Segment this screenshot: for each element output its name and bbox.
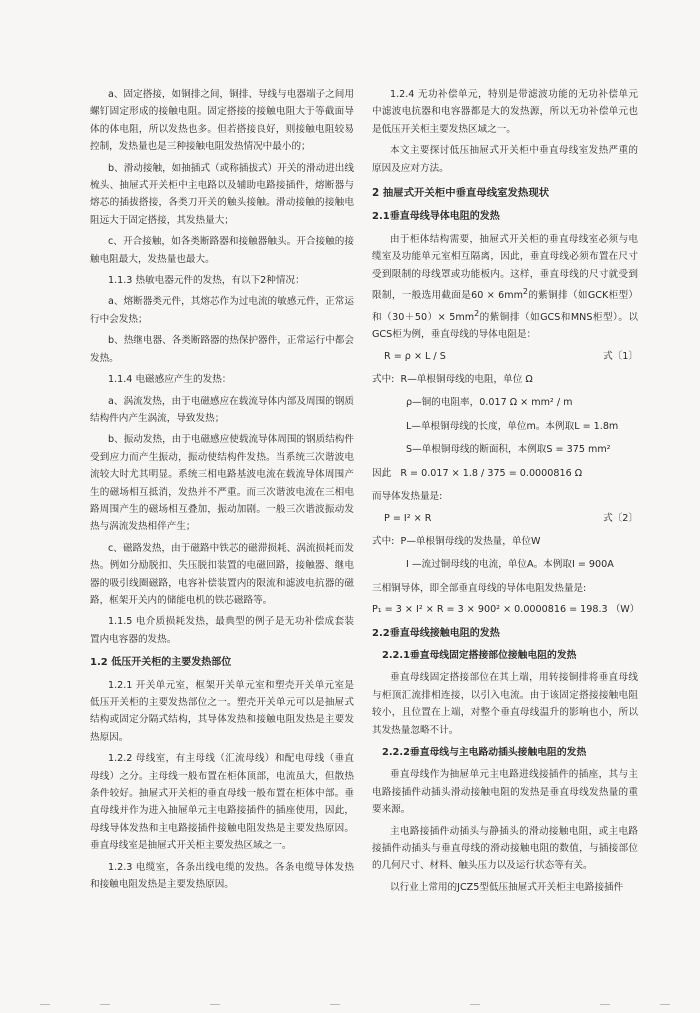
section-heading-1-2: 1.2 低压开关柜的主要发热部位 bbox=[90, 657, 232, 669]
crop-mark bbox=[660, 1004, 670, 1009]
section-heading-2-1: 2.1垂直母线导体电阻的发热 bbox=[372, 211, 500, 223]
crop-mark bbox=[100, 1004, 110, 1009]
paragraph: 垂直母线固定搭接部位在其上端，用转接铜排将垂直母线与柜顶汇流排相连接，以引入电流。由于该固定搭接接触电阻较小，且位置在上端，对整个垂直母线温升的影响也小，所以其发热量忽略不计。 bbox=[372, 672, 638, 736]
paragraph: 1.2.1 开关单元室，框架开关单元室和塑壳开关单元室是低压开关柜的主要发热部位之一。塑壳开关单元可以是抽屉式结构或固定分隔式结构，其导体发热和接触电阻发热是主要发热原因。 bbox=[90, 679, 354, 743]
paragraph: 而导体发热量是: bbox=[372, 491, 443, 503]
paragraph: a、涡流发热，由于电磁感应在载流导体内部及周围的钢质结构件内产生涡流，导致发热； bbox=[90, 395, 354, 424]
equation-3: P₁ = 3 × I² × R = 3 × 900² × 0.0000816 = 198.3 （W） bbox=[372, 604, 640, 616]
paragraph: 三相铜导体，即全部垂直母线的导体电阻发热量是: bbox=[372, 582, 587, 594]
paragraph: c、磁路发热，由于磁路中铁芯的磁滞损耗、涡流损耗而发热。例如分励脱扣、失压脱扣装置的电磁回路，接触器、继电器的吸引线圈磁路，电容补偿装置内的限流和滤波电抗器的磁路，框架开关内的储能电机的铁芯磁路等。 bbox=[90, 542, 354, 606]
paragraph: 本文主要探讨低压抽屉式开关柜中垂直母线室发热严重的原因及应对方法。 bbox=[372, 145, 638, 174]
paragraph: a、固定搭接，如铜排之间，铜排、导线与电器端子之间用螺钉固定形成的接触电阻。固定搭接的接触电阻大于等截面导体的体电阻，所以发热也多。但若搭接良好，则接触电阻较易控制，发热量也是三种接触电阻发热情况中最小的； bbox=[90, 89, 354, 153]
paragraph: 1.2.3 电缆室，各条出线电缆的发热。各条电缆导体发热和接触电阻发热是主要发热原因。 bbox=[90, 861, 354, 891]
section-heading-2-2: 2.2垂直母线接触电阻的发热 bbox=[372, 627, 500, 639]
right-column bbox=[372, 86, 638, 900]
page-bottom-marks bbox=[0, 999, 700, 1009]
where-clause: ρ—铜的电阻率，0.017 Ω × mm² / m bbox=[406, 397, 573, 409]
where-clause: I —流过铜母线的电流，单位A。本例取I = 900A bbox=[406, 559, 614, 571]
where-clause: S—单根铜母线的断面积，本例取S = 375 mm² bbox=[406, 444, 611, 456]
subsection-1-1-4: 1.1.4 电磁感应产生的发热： bbox=[108, 374, 232, 386]
paragraph: 垂直母线作为抽屉单元主电路进线接插件的插座，其与主电路接插件动插头滑动接触电阻的发热是垂直母线发热量的重要来源。 bbox=[372, 769, 638, 816]
crop-mark bbox=[40, 1004, 50, 1009]
section-heading-2: 2 抽屉式开关柜中垂直母线室发热现状 bbox=[372, 187, 550, 200]
section-heading-2-2-1: 2.2.1垂直母线固定搭接部位接触电阻的发热 bbox=[382, 649, 577, 661]
crop-mark bbox=[600, 1004, 610, 1009]
equation-1: R = ρ × L / S 式〔1〕 bbox=[372, 348, 638, 365]
paragraph: c、开合接触，如各类断路器和接触器触头。开合接触的接触电阻最大，发热量也最大。 bbox=[90, 236, 354, 265]
crop-mark bbox=[470, 1004, 480, 1009]
left-column bbox=[90, 86, 354, 897]
where-clause: 式中: P—单根铜母线的发热量，单位W bbox=[372, 535, 541, 547]
paragraph: b、振动发热，由于电磁感应使载流导体周围的钢质结构件受到应力而产生振动，振动使结构件发热。当系统三次谐波电流较大时尤其明显。系统三相电路基波电流在载流导体周围产生的磁场相互抵消，发热并不严重。而三次谐波电流在三相电路周围产生的磁场相互叠加，振动加剧。一般三次谐波振动发热与涡流发热相伴产生； bbox=[90, 434, 354, 533]
subsection-1-1-3: 1.1.3 热敏电器元件的发热，有以下2种情况： bbox=[108, 275, 305, 287]
paragraph: b、滑动接触，如抽插式（或称插拔式）开关的滑动进出线梳头、抽屉式开关柜中主电路以及辅助电路接插件，熔断器与熔芯的插拔搭接，各类刀开关的触头接触。滑动接触的接触电阻远大于固定搭接，其发热量大； bbox=[90, 162, 354, 226]
paragraph: 以行业上常用的JCZ5型低压抽屉式开关柜主电路接插件 bbox=[390, 881, 624, 893]
equation-tag: 式〔2〕 bbox=[603, 512, 638, 524]
equation-2: P = I² × R 式〔2〕 bbox=[372, 510, 638, 527]
section-heading-2-2-2: 2.2.2垂直母线与主电路动插头接触电阻的发热 bbox=[382, 746, 587, 758]
result-line: 因此 R = 0.017 × 1.8 / 375 = 0.0000816 Ω bbox=[372, 467, 583, 479]
paragraph: 1.2.4 无功补偿单元，特别是带滤波功能的无功补偿单元中滤波电抗器和电容器都是大的发热源，所以无功补偿单元也是低压开关柜主要发热区域之一。 bbox=[372, 89, 638, 135]
paragraph: 1.2.2 母线室，有主母线（汇流母线）和配电母线（垂直母线）之分。主母线一般布置在柜体顶部，电流虽大，但散热条件较好。抽屉式开关柜的垂直母线一般布置在柜体中部。垂直母线并作为进入抽屉单元主电路接插件的插座使用，因此，母线导体发热和主电路接插件接触电阻发热是主要发热原因。垂直母线室是抽屉式开关柜主要发热区域之一。 bbox=[90, 753, 354, 852]
paragraph: 主电路接插件动插头与静插头的滑动接触电阻，或主电路接插件动插头与垂直母线的滑动接触电阻的数值，与插接部位的几何尺寸、材料、触头压力以及运行状态等有关。 bbox=[372, 825, 638, 872]
paragraph: 由于柜体结构需要，抽屉式开关柜的垂直母线室必须与电缆室及功能单元室相互隔离，因此，垂直母线必须布置在尺寸受到限制的母线罩或功能板内。这样，垂直母线的尺寸就受到限制，一般选用截面是$60 \times 6mm^2$的紫铜排（如GCK柜型）和$(30+50)\times 5mm^2$的紫铜排（如GCS和MNS柜型）。以GCS柜为例，垂直母线的导体电阻是： bbox=[372, 233, 638, 341]
paragraph: a、熔断器类元件，其熔芯作为过电流的敏感元件，正常运行中会发热； bbox=[90, 296, 354, 325]
paragraph: b、热继电器、各类断路器的热保护器件，正常运行中都会发热。 bbox=[90, 335, 354, 364]
subsection-1-1-5: 1.1.5 电介质损耗发热，最典型的例子是无功补偿成套装置内电容器的发热。 bbox=[90, 616, 354, 645]
where-clause: L—单根铜母线的长度，单位m。本例取L = 1.8m bbox=[406, 420, 619, 432]
where-clause: 式中: R—单根铜母线的电阻，单位 Ω bbox=[372, 374, 533, 386]
crop-mark bbox=[210, 1004, 220, 1009]
crop-mark bbox=[330, 1004, 340, 1009]
equation-tag: 式〔1〕 bbox=[603, 350, 638, 362]
